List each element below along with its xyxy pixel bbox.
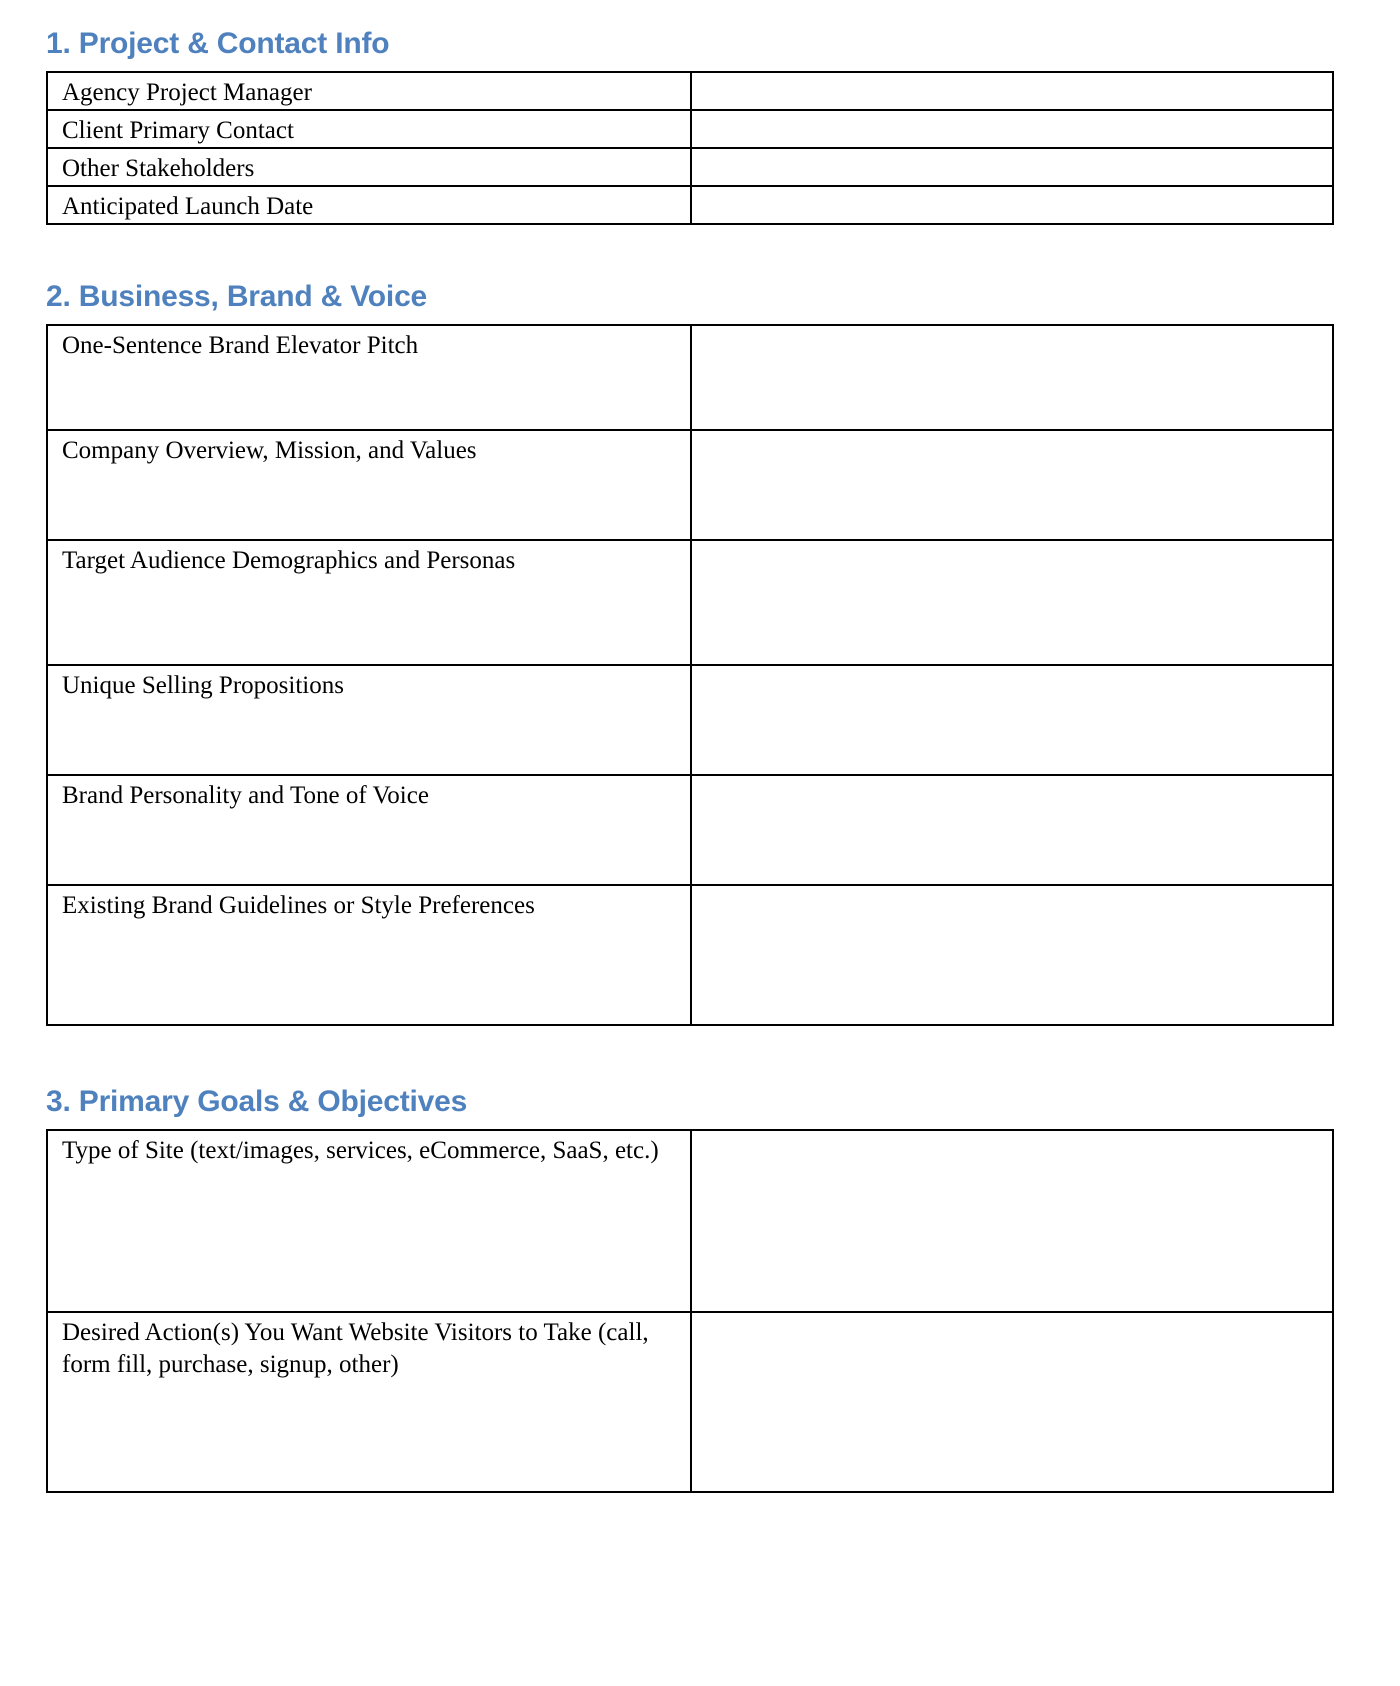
- section-heading-1: 1. Project & Contact Info: [46, 27, 390, 60]
- field-label-cell: [47, 775, 691, 885]
- table-business-brand-voice: [46, 324, 1334, 1026]
- field-label-cell: [47, 186, 691, 224]
- field-value-cell[interactable]: [691, 665, 1333, 775]
- table-row: [47, 72, 1333, 110]
- table-project-contact-info: [46, 71, 1334, 225]
- section-heading-3: 3. Primary Goals & Objectives: [46, 1085, 468, 1118]
- field-value-cell[interactable]: [691, 775, 1333, 885]
- field-value-cell[interactable]: [691, 325, 1333, 430]
- field-value-cell[interactable]: [691, 110, 1333, 148]
- field-label: Unique Selling Propositions: [62, 672, 344, 699]
- section-heading-2: 2. Business, Brand & Voice: [46, 280, 428, 313]
- table-row: [47, 1130, 1333, 1312]
- field-label-cell: [47, 1130, 691, 1312]
- table-row: [47, 110, 1333, 148]
- field-label: Agency Project Manager: [62, 79, 312, 106]
- section-project-contact-info: [46, 0, 1354, 225]
- field-value-cell[interactable]: [691, 885, 1333, 1025]
- field-value-cell[interactable]: [691, 72, 1333, 110]
- field-label-cell: [47, 885, 691, 1025]
- field-label: Brand Personality and Tone of Voice: [62, 782, 429, 809]
- table-row: [47, 885, 1333, 1025]
- field-label-cell: [47, 540, 691, 665]
- field-label: Existing Brand Guidelines or Style Preferences: [62, 892, 535, 919]
- field-label: Company Overview, Mission, and Values: [62, 437, 477, 464]
- table-row: [47, 325, 1333, 430]
- field-label: Desired Action(s) You Want Website Visitors to Take (call, form fill, purchase, signup, other): [62, 1319, 649, 1378]
- table-row: [47, 1312, 1333, 1492]
- field-label-cell: [47, 665, 691, 775]
- field-value-cell[interactable]: [691, 1312, 1333, 1492]
- field-label: Other Stakeholders: [62, 155, 255, 182]
- table-row: [47, 430, 1333, 540]
- field-label-cell: [47, 72, 691, 110]
- field-label-cell: [47, 325, 691, 430]
- field-value-cell[interactable]: [691, 430, 1333, 540]
- table-row: [47, 148, 1333, 186]
- field-label-cell: [47, 148, 691, 186]
- field-value-cell[interactable]: [691, 540, 1333, 665]
- field-label: Anticipated Launch Date: [62, 193, 314, 220]
- field-value-cell[interactable]: [691, 148, 1333, 186]
- table-row: [47, 540, 1333, 665]
- table-row: [47, 665, 1333, 775]
- table-primary-goals-objectives: [46, 1129, 1334, 1493]
- field-label: One-Sentence Brand Elevator Pitch: [62, 332, 419, 359]
- section-primary-goals-objectives: [46, 1026, 1354, 1493]
- field-label: Target Audience Demographics and Personas: [62, 547, 516, 574]
- table-row: [47, 775, 1333, 885]
- section-business-brand-voice: [46, 225, 1354, 1026]
- field-label: Type of Site (text/images, services, eCommerce, SaaS, etc.): [62, 1137, 659, 1164]
- field-label: Client Primary Contact: [62, 117, 294, 144]
- field-value-cell[interactable]: [691, 1130, 1333, 1312]
- field-value-cell[interactable]: [691, 186, 1333, 224]
- field-label-cell: [47, 110, 691, 148]
- field-label-cell: [47, 430, 691, 540]
- field-label-cell: [47, 1312, 691, 1492]
- table-row: [47, 186, 1333, 224]
